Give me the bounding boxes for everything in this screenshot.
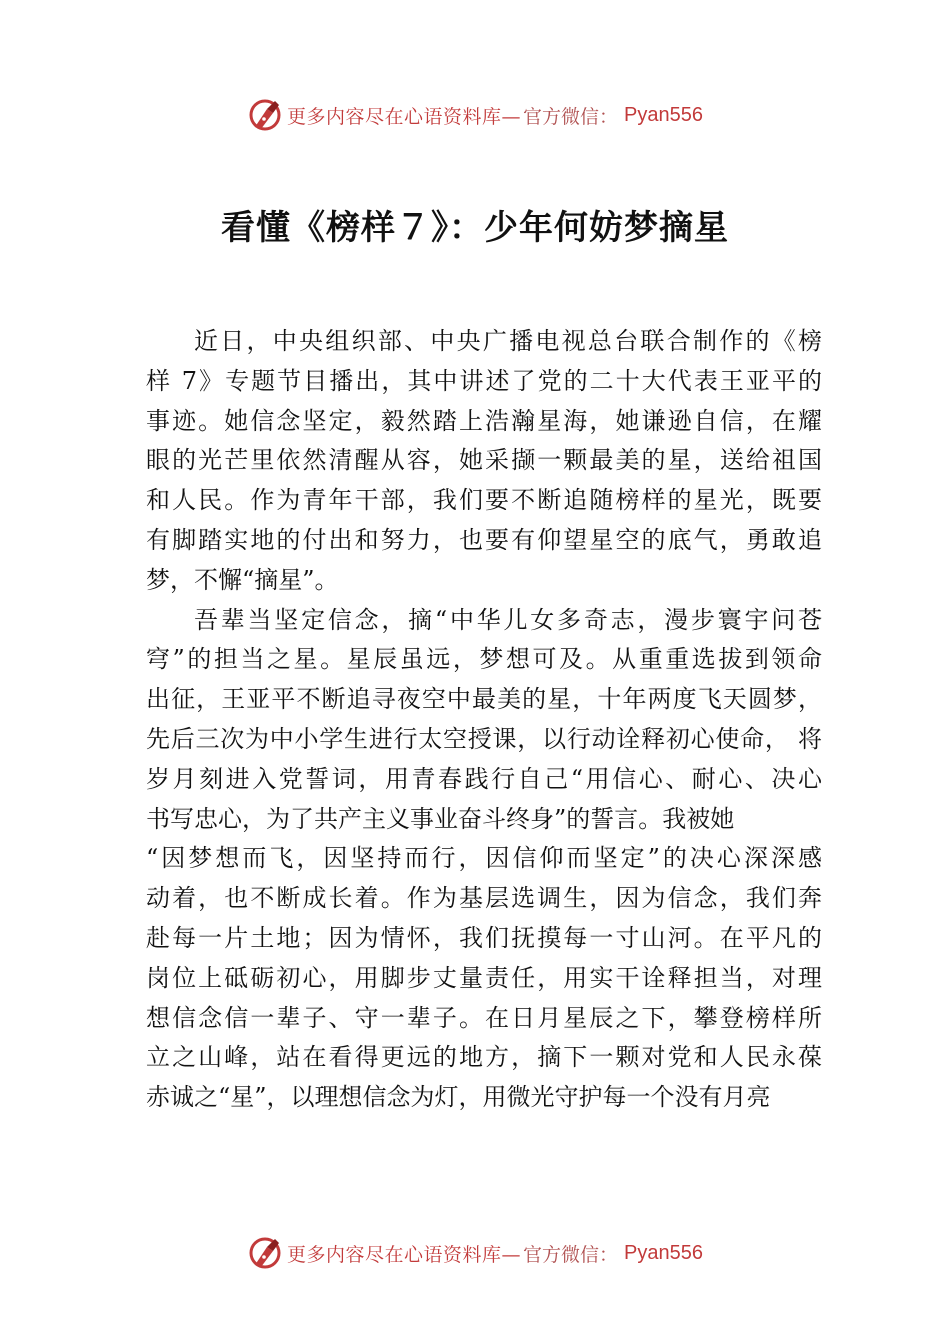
pen-nib-circle-icon [247, 97, 283, 133]
text-line: 赤诚之“星”，以理想信念为灯，用微光守护每一个没有月亮 [146, 1083, 771, 1112]
text-line: 眼的光芒里依然清醒从容，她采撷一颗最美的星，送给祖国 [146, 446, 822, 475]
banner-lead-text: 更多内容尽在心语资料库— [287, 1243, 522, 1266]
text-line: “因梦想而飞，因坚持而行，因信仰而坚定”的决心深深感 [146, 844, 822, 873]
text-line: 吾辈当坚定信念，摘“中华儿女多奇志，漫步寰宇问苍 [194, 605, 822, 634]
text-line: 穹”的担当之星。星辰虽远，梦想可及。从重重选拔到领命 [146, 645, 822, 674]
header-banner [0, 95, 950, 135]
text-line: 岗位上砥砺初心，用脚步丈量责任，用实干诠释担当，对理 [146, 963, 822, 992]
text-line: 样 7》专题节目播出，其中讲述了党的二十大代表王亚平的 [146, 366, 822, 395]
article-body [146, 322, 822, 1118]
text-line: 梦，不懈“摘星”。 [146, 565, 339, 594]
text-line: 想信念信一辈子、守一辈子。在日月星辰之下，攀登榜样所 [146, 1003, 822, 1032]
banner-wechat-id: Pyan556 [624, 1241, 703, 1264]
text-line: 有脚踏实地的付出和努力，也要有仰望星空的底气，勇敢追 [146, 525, 822, 554]
text-line: 出征，王亚平不断追寻夜空中最美的星，十年两度飞天圆梦， [146, 685, 822, 714]
banner-wechat-id: Pyan556 [624, 103, 703, 126]
text-line: 动着，也不断成长着。作为基层选调生，因为信念，我们奔 [146, 884, 822, 913]
paragraph [146, 601, 822, 1118]
text-line: 近日，中央组织部、中央广播电视总台联合制作的《榜 [194, 327, 822, 355]
text-line: 和人民。作为青年干部，我们要不断追随榜样的星光，既要 [146, 486, 822, 515]
page-title: 看懂《榜样７》：少年何妨梦摘星 [221, 208, 729, 248]
paragraph [146, 322, 822, 601]
text-line: 立之山峰，站在看得更远的地方，摘下一颗对党和人民永葆 [146, 1043, 822, 1072]
text-line: 岁月刻进入党誓词，用青春践行自己“用信心、耐心、决心 [146, 764, 822, 793]
text-line: 先后三次为中小学生进行太空授课，以行动诠释初心使命， 将 [146, 724, 822, 753]
banner-wechat-label: 官方微信： [523, 1243, 619, 1266]
banner-wechat-label: 官方微信： [523, 105, 619, 128]
banner-lead-text: 更多内容尽在心语资料库— [287, 105, 522, 128]
text-line: 事迹。她信念坚定，毅然踏上浩瀚星海，她谦逊自信，在耀 [146, 406, 822, 435]
pen-nib-circle-icon [247, 1235, 283, 1271]
footer-banner [0, 1233, 950, 1273]
text-line: 书写忠心，为了共产主义事业奋斗终身”的誓言。我被她 [146, 804, 735, 833]
text-line: 赴每一片土地；因为情怀，我们抚摸每一寸山河。在平凡的 [146, 923, 822, 952]
